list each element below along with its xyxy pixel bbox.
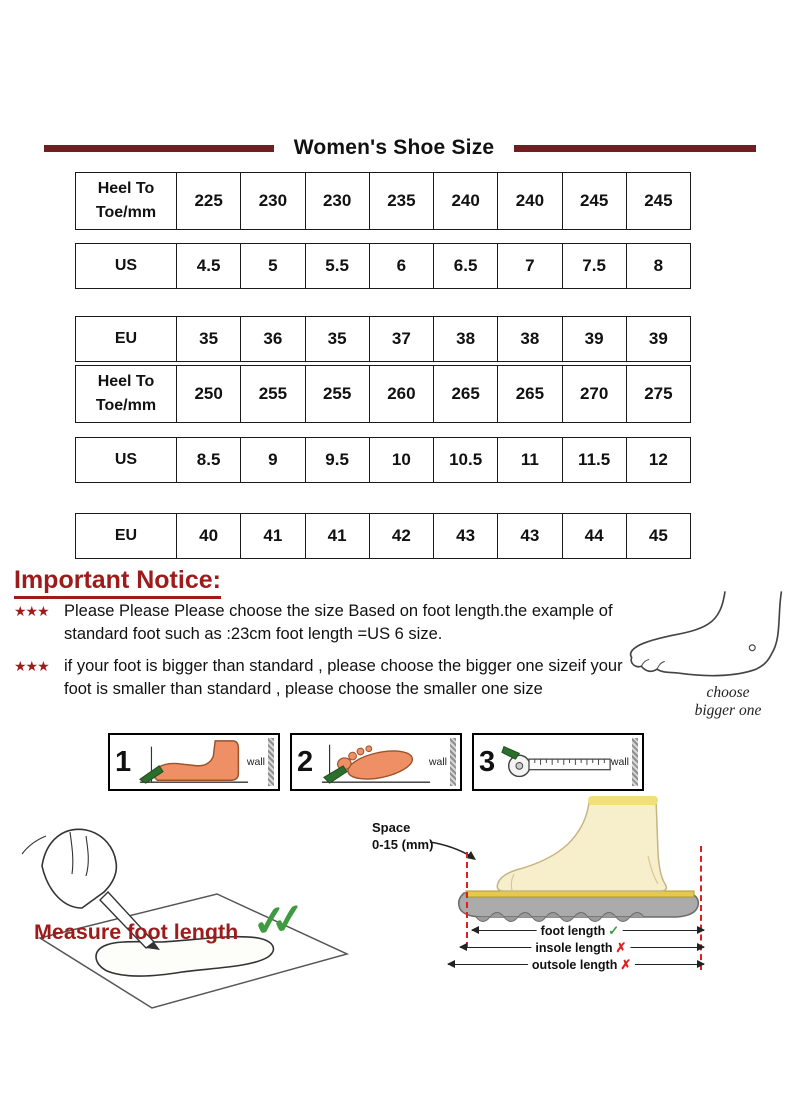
important-notice-heading: Important Notice: bbox=[14, 566, 221, 599]
row-label: Heel To Toe/mm bbox=[95, 180, 157, 221]
size-cell: 240 bbox=[497, 173, 561, 229]
size-cell: 5 bbox=[240, 244, 304, 288]
notice-item-1 bbox=[14, 600, 632, 646]
foot-sketch-icon bbox=[618, 590, 798, 690]
foot-length-row bbox=[440, 922, 706, 939]
size-cell: 255 bbox=[240, 366, 304, 422]
title-decor-bar-left bbox=[44, 145, 274, 152]
measurement-steps bbox=[108, 733, 644, 791]
length-measurements bbox=[440, 922, 706, 973]
measure-foot-length-caption: Measure foot length bbox=[34, 920, 239, 944]
size-cell: 10 bbox=[369, 438, 433, 482]
size-cell: 8 bbox=[626, 244, 690, 288]
notice-text: if your foot is bigger than standard , please choose the bigger one sizeif your foot is smaller than standard , please choose the smaller one size bbox=[64, 657, 623, 698]
size-cell: 245 bbox=[562, 173, 626, 229]
size-cell: 255 bbox=[305, 366, 369, 422]
double-check-icon: ✓✓ bbox=[249, 895, 291, 947]
step-number: 3 bbox=[479, 745, 496, 778]
size-cell: 9.5 bbox=[305, 438, 369, 482]
step3-ruler-icon bbox=[500, 737, 614, 787]
step2-footprint-icon bbox=[318, 737, 432, 787]
size-cell: 260 bbox=[369, 366, 433, 422]
wall-bar bbox=[450, 738, 456, 786]
table-row-us-1 bbox=[75, 243, 691, 289]
outsole-length-row bbox=[440, 956, 706, 973]
insole-length-row bbox=[440, 939, 706, 956]
size-cell: 4.5 bbox=[176, 244, 240, 288]
row-label: EU bbox=[114, 527, 138, 544]
size-cell: 38 bbox=[497, 317, 561, 361]
size-cell: 35 bbox=[305, 317, 369, 361]
table-row-eu-2 bbox=[75, 513, 691, 559]
size-cell: 41 bbox=[240, 514, 304, 558]
size-cell: 6 bbox=[369, 244, 433, 288]
size-cell: 275 bbox=[626, 366, 690, 422]
row-label: US bbox=[114, 451, 138, 468]
size-cell: 250 bbox=[176, 366, 240, 422]
notice-text: Please Please Please choose the size Based on foot length.the example of standard foot such as :23cm foot length =US 6 size. bbox=[64, 602, 613, 643]
table-row-us-2 bbox=[75, 437, 691, 483]
measure-label bbox=[531, 939, 630, 957]
size-cell: 230 bbox=[240, 173, 304, 229]
measure-label bbox=[537, 922, 623, 940]
row-label: Heel To Toe/mm bbox=[95, 373, 157, 414]
table-row-heel-toe-2 bbox=[75, 365, 691, 423]
size-cell: 245 bbox=[626, 173, 690, 229]
size-cell: 45 bbox=[626, 514, 690, 558]
space-label-line1: Space bbox=[372, 820, 411, 835]
size-cell: 37 bbox=[369, 317, 433, 361]
row-label: EU bbox=[114, 330, 138, 347]
size-cell: 12 bbox=[626, 438, 690, 482]
shoe-foot-icon bbox=[452, 796, 714, 926]
size-cell: 11 bbox=[497, 438, 561, 482]
size-cell: 235 bbox=[369, 173, 433, 229]
row-label: US bbox=[114, 257, 138, 274]
size-cell: 11.5 bbox=[562, 438, 626, 482]
size-cell: 240 bbox=[433, 173, 497, 229]
space-label-line2: 0-15 (mm) bbox=[372, 836, 434, 852]
size-cell: 225 bbox=[176, 173, 240, 229]
size-cell: 38 bbox=[433, 317, 497, 361]
choose-note-line1: choose bbox=[706, 684, 750, 701]
step-number: 1 bbox=[115, 745, 132, 778]
size-cell: 39 bbox=[626, 317, 690, 361]
wall-label: wall bbox=[610, 756, 629, 768]
space-label bbox=[372, 820, 433, 854]
step-3-box bbox=[472, 733, 644, 791]
title-section bbox=[0, 136, 800, 160]
size-cell: 8.5 bbox=[176, 438, 240, 482]
size-cell: 10.5 bbox=[433, 438, 497, 482]
measure-label-text: insole length bbox=[535, 941, 613, 955]
size-cell: 7.5 bbox=[562, 244, 626, 288]
size-cell: 230 bbox=[305, 173, 369, 229]
measure-label bbox=[528, 956, 635, 974]
cross-icon: ✗ bbox=[620, 957, 632, 972]
size-cell: 9 bbox=[240, 438, 304, 482]
cross-icon: ✗ bbox=[615, 940, 627, 955]
wall-bar bbox=[632, 738, 638, 786]
size-cell: 6.5 bbox=[433, 244, 497, 288]
size-cell: 41 bbox=[305, 514, 369, 558]
size-cell: 35 bbox=[176, 317, 240, 361]
wall-bar bbox=[268, 738, 274, 786]
size-cell: 43 bbox=[433, 514, 497, 558]
choose-note-line2: bigger one bbox=[694, 701, 762, 719]
size-cell: 265 bbox=[433, 366, 497, 422]
size-cell: 39 bbox=[562, 317, 626, 361]
wall-label: wall bbox=[428, 756, 447, 768]
check-icon: ✓ bbox=[608, 923, 620, 938]
size-table bbox=[75, 172, 691, 559]
measure-label-text: foot length bbox=[540, 924, 606, 938]
step-number: 2 bbox=[297, 745, 314, 778]
size-cell: 270 bbox=[562, 366, 626, 422]
wall-label: wall bbox=[246, 756, 265, 768]
step-2-box bbox=[290, 733, 462, 791]
size-cell: 43 bbox=[497, 514, 561, 558]
title-decor-bar-right bbox=[514, 145, 756, 152]
table-row-eu-1 bbox=[75, 316, 691, 362]
size-cell: 36 bbox=[240, 317, 304, 361]
choose-bigger-note bbox=[666, 684, 790, 720]
stars-icon: ★★★ bbox=[14, 658, 49, 674]
size-cell: 40 bbox=[176, 514, 240, 558]
table-row-heel-toe-1 bbox=[75, 172, 691, 230]
size-cell: 44 bbox=[562, 514, 626, 558]
page-title: Women's Shoe Size bbox=[293, 136, 495, 159]
size-cell: 42 bbox=[369, 514, 433, 558]
measure-label-text: outsole length bbox=[531, 958, 618, 972]
size-cell: 7 bbox=[497, 244, 561, 288]
size-cell: 5.5 bbox=[305, 244, 369, 288]
stars-icon: ★★★ bbox=[14, 603, 49, 619]
notice-item-2 bbox=[14, 655, 632, 701]
step1-foot-side-icon bbox=[136, 737, 250, 787]
size-cell: 265 bbox=[497, 366, 561, 422]
step-1-box bbox=[108, 733, 280, 791]
